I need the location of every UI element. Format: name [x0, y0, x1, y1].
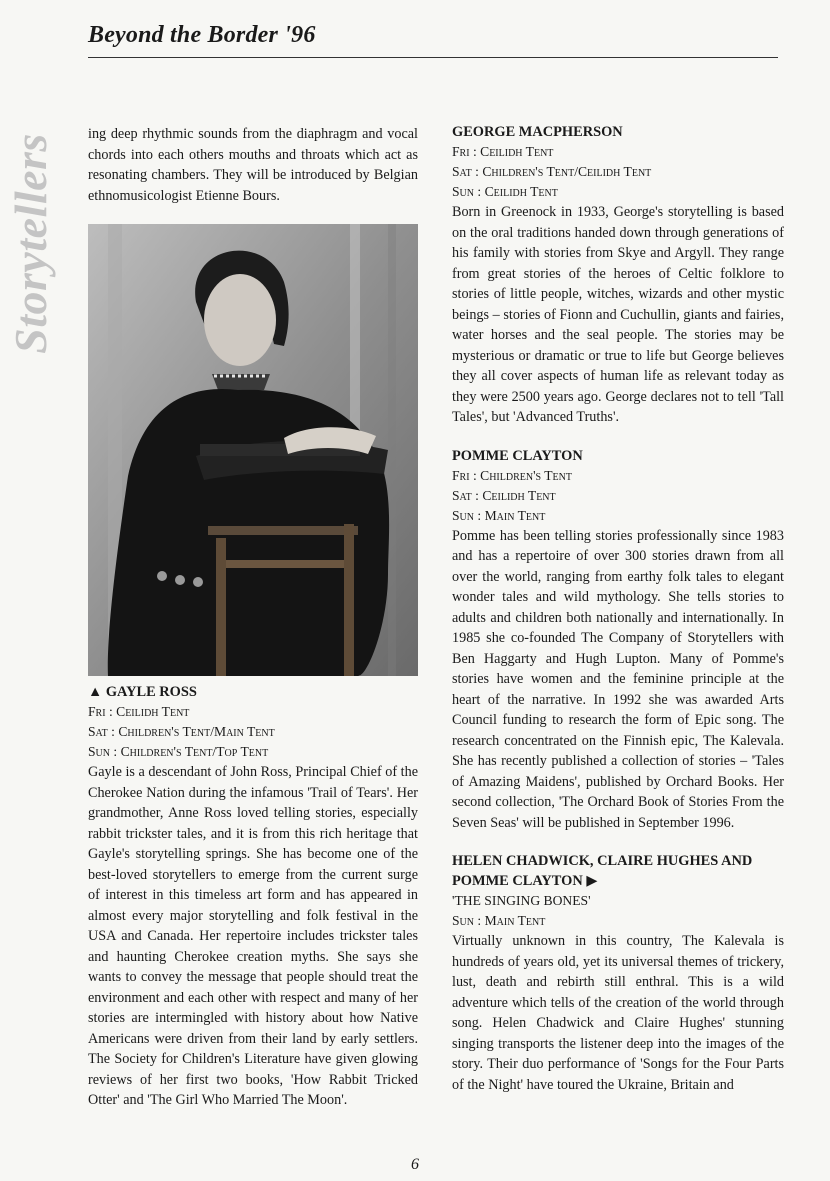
storyteller-bio: Born in Greenock in 1933, George's storytelling is based on the oral traditions handed down through generations of his family with stories from Skye and Argyll. They range from great stories of the heroes of Celtic folklore to stories of little people, witches, wizards and other mystic beings – stories of Fionn and Cuchullin, giants and fairies, water horses and the seal people. The stories may be mysterious or dramatic or true to life but George believes they all cover aspects of human life as relevant today as they were 2500 years ago. George declares not to tell 'Tall Tales', but 'Advanced Truths'.: [452, 204, 784, 425]
storyteller-bio: Gayle is a descendant of John Ross, Principal Chief of the Cherokee Nation during the infamous 'Trail of Tears'. Her grandmother, Anne Ross loved telling stories, especially rabbit trickster tales, and it is from this rich heritage that Gayle's storytelling springs. She has become one of the best-loved storytellers to emerge from the current surge of interest in this timeless art form and has appeared in almost every major storytelling and folk festival in the USA and Canada. Her repertoire includes trickster tales and haunting Cherokee creation myths. She says she wants to convey the message that people should treat the environment and each other with respect and many of her stories are intermingled with history about how Native Americans were driven from their land by early settlers. The Society for Children's Literature have given glowing reviews of her first two books, 'How Rabbit Tricked Otter' and 'The Girl Who Married The Moon'.: [88, 764, 418, 1108]
right-column: [452, 122, 784, 1113]
storyteller-name: GEORGE MACPHERSON: [452, 124, 623, 140]
storyteller-entry-pomme-clayton: [452, 446, 784, 834]
storyteller-entry-gayle-ross: [88, 682, 418, 1111]
side-label-text: Storytellers: [4, 132, 56, 354]
schedule-line: Fri : Ceilidh Tent: [88, 704, 190, 719]
section-side-label: [2, 118, 58, 368]
schedule-line: Sun : Ceilidh Tent: [452, 184, 558, 199]
schedule-line: Sun : Main Tent: [452, 913, 546, 928]
storyteller-entry-george-macpherson: [452, 122, 784, 428]
page-header-title: Beyond the Border '96: [88, 22, 316, 48]
schedule-line: Sat : Children's Tent/Main Tent: [88, 724, 275, 739]
schedule-line: Sun : Main Tent: [452, 507, 546, 523]
gayle-ross-photo: [88, 224, 418, 676]
storyteller-name: ▲ GAYLE ROSS: [88, 684, 197, 700]
left-column: [88, 124, 418, 1129]
intro-paragraph: ing deep rhythmic sounds from the diaphragm and vocal chords into each others mouths and throats which act as resonating chambers. They will be introduced by Belgian ethnomusicologist Etienne Bours.: [88, 126, 418, 204]
page-number: 6: [411, 1156, 419, 1173]
storyteller-bio: Pomme has been telling stories professionally since 1983 and has a repertoire of over 300 stories drawn from all over the world, ranging from earthy folk tales to elegant wonder tales and wild mythology. She tells stories to adults and children both nationally and internationally. In 1985 she co-founded The Company of Storytellers with Ben Haggarty and Hugh Lupton. Many of Pomme's stories have women and the feminine principle at the heart of the narrative. In 1992 she was awarded Arts Council funding to research the form of Epic song. The research concentrated on the Finnish epic, The Kalevala. She has recently published a collection of stories – 'Tales of Amazing Maidens', published by Orchard Books. Her second collection, 'The Orchard Book of Stories From the Seven Seas' will be published in September 1996.: [452, 527, 784, 831]
storyteller-entry-singing-bones: [452, 851, 784, 1095]
storyteller-name: HELEN CHADWICK, CLAIRE HUGHES AND POMME CLAYTON ▶: [452, 853, 753, 889]
storyteller-name: POMME CLAYTON: [452, 447, 583, 464]
show-subtitle: 'THE SINGING BONES': [452, 893, 591, 908]
schedule-line: Sat : Children's Tent/Ceilidh Tent: [452, 164, 652, 179]
schedule-line: Fri : Children's Tent: [452, 467, 572, 483]
header-divider: [88, 57, 778, 58]
schedule-line: Fri : Ceilidh Tent: [452, 144, 554, 159]
schedule-line: Sat : Ceilidh Tent: [452, 487, 556, 503]
storyteller-bio: Virtually unknown in this country, The Kalevala is hundreds of years old, yet its universal themes of trickery, lust, death and rebirth still enthral. This is a wild adventure which tells of the creation of the world through song. Helen Chadwick and Claire Hughes' stunning singing transports the listener deep into the images of the story. Their duo performance of 'Songs for the Four Parts of the Night' have toured the Ukraine, Britain and: [452, 933, 784, 1093]
schedule-line: Sun : Children's Tent/Top Tent: [88, 744, 269, 759]
